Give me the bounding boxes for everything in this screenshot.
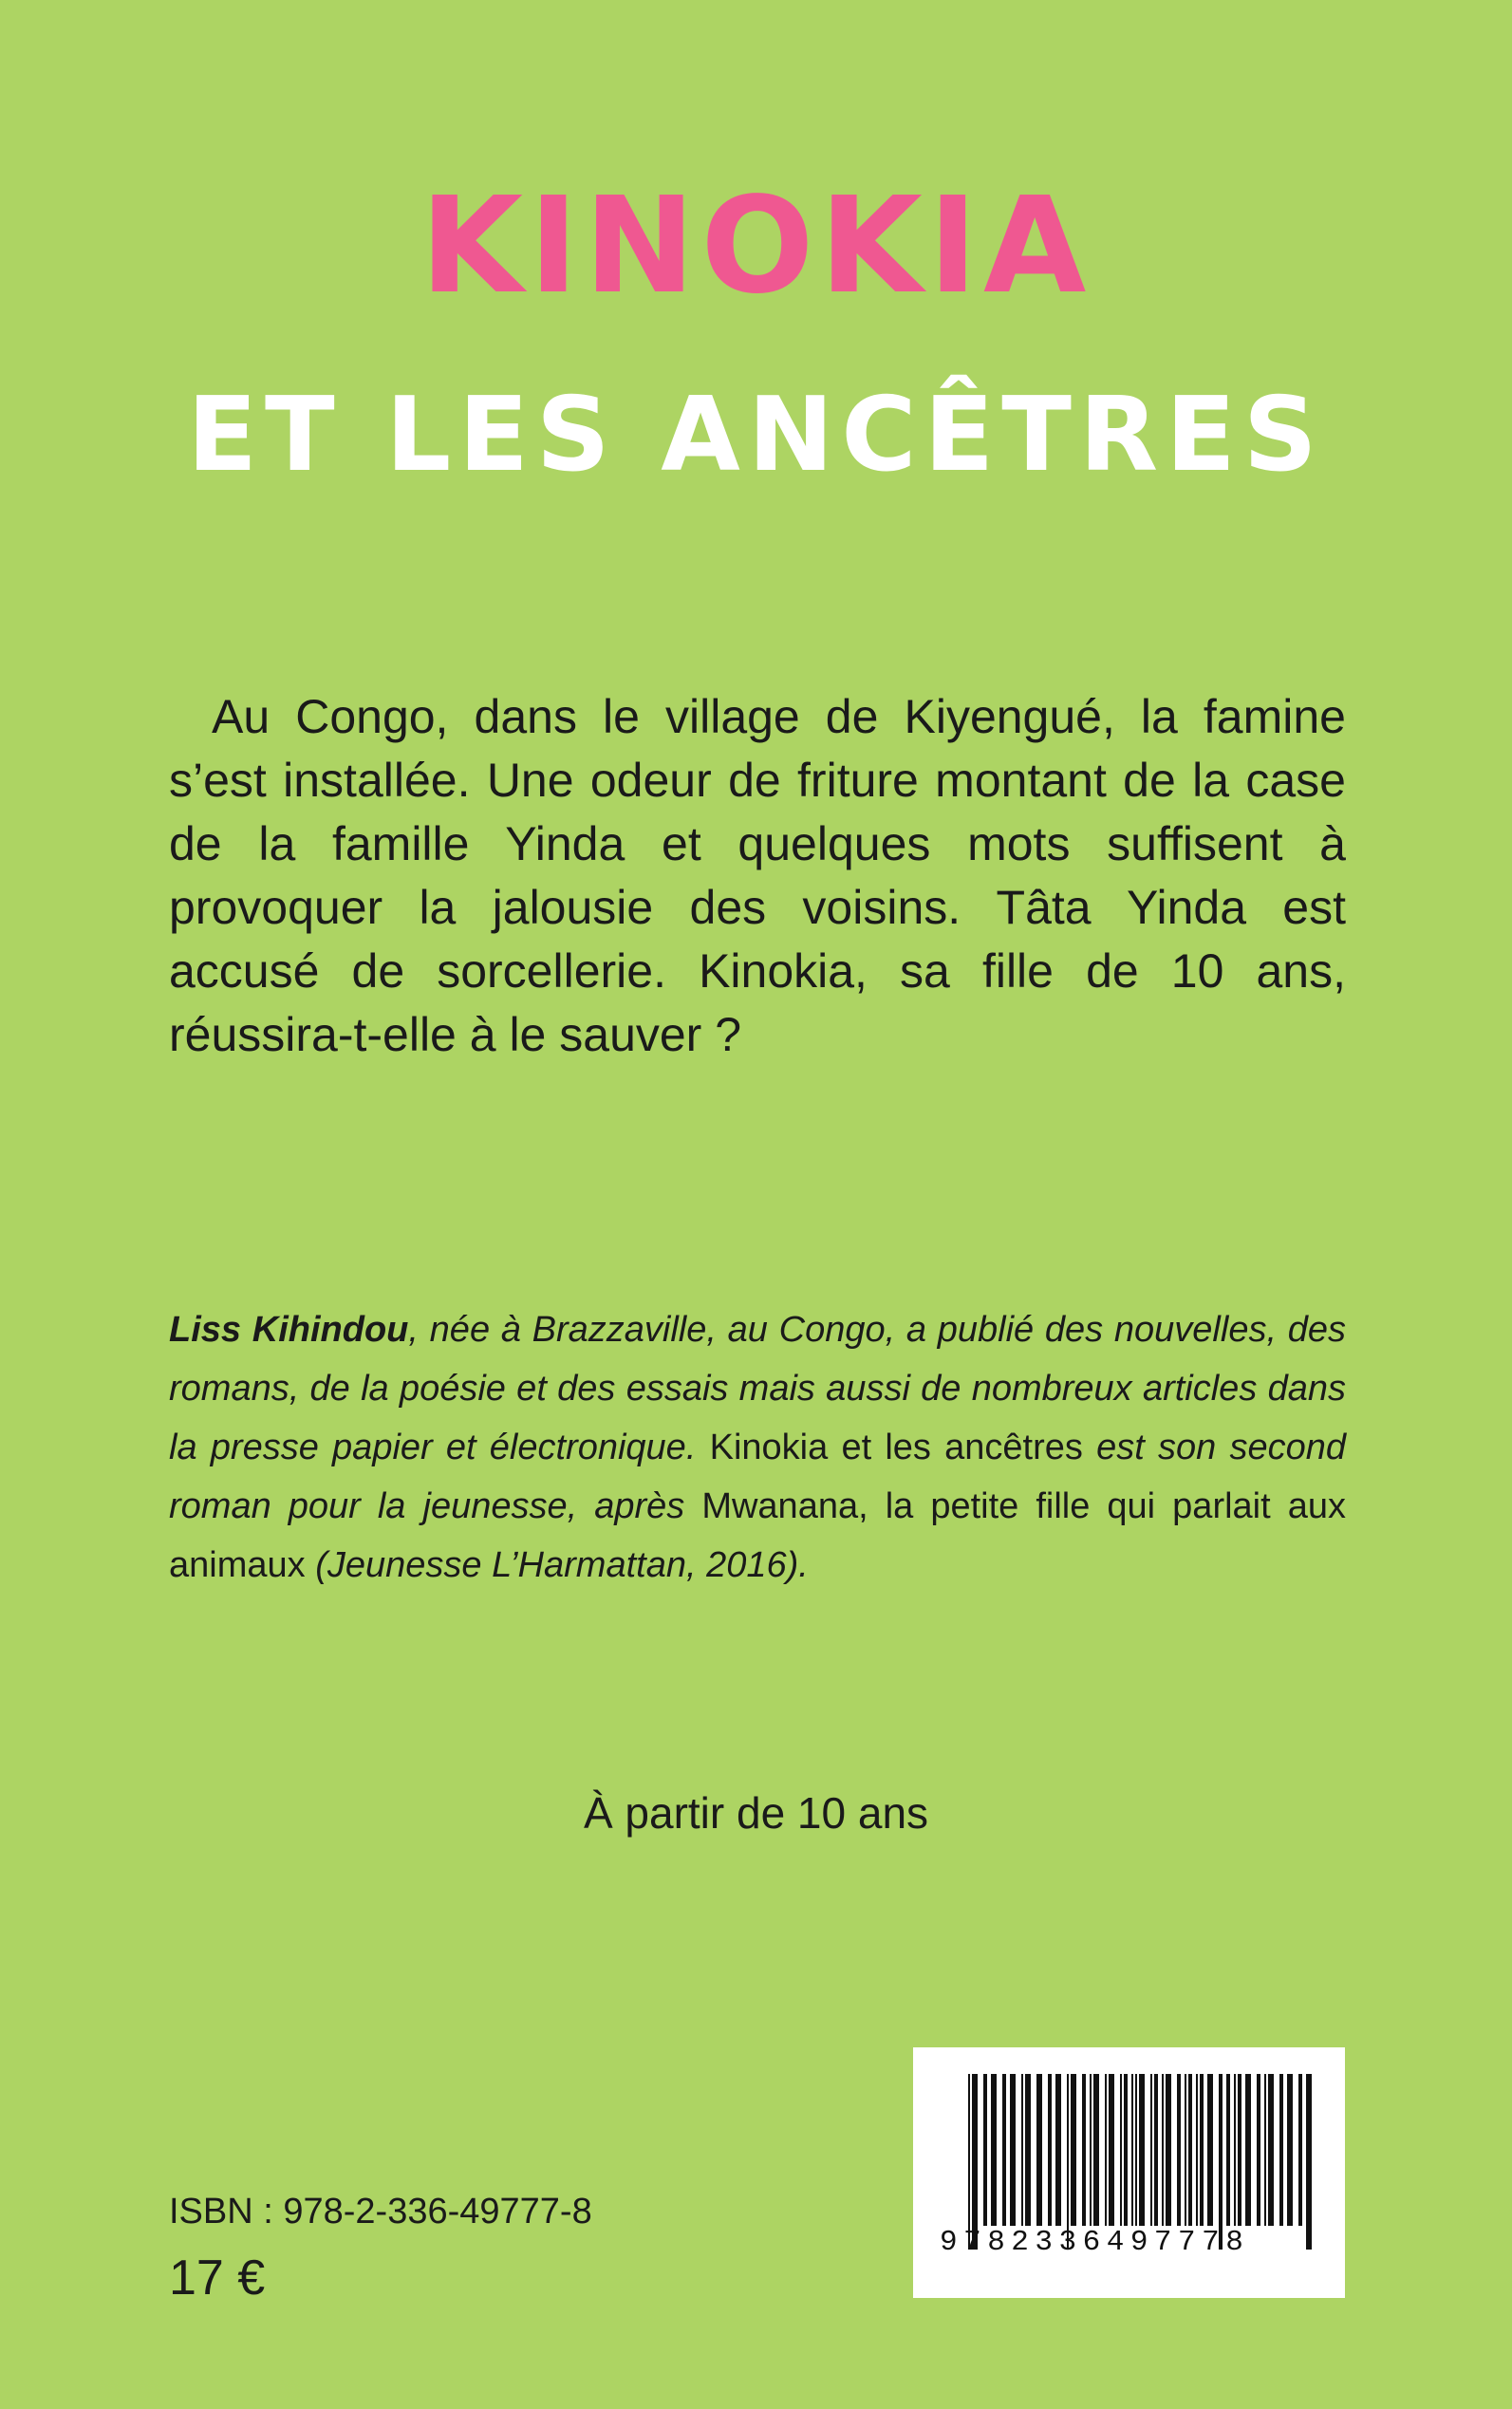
barcode-bar bbox=[1188, 2074, 1192, 2226]
barcode-bar bbox=[1200, 2074, 1204, 2226]
barcode-bar bbox=[1036, 2074, 1042, 2226]
barcode-bar bbox=[1048, 2074, 1052, 2226]
barcode-bar bbox=[1162, 2074, 1164, 2226]
price-label: 17 € bbox=[169, 2250, 266, 2306]
barcode-bar bbox=[1055, 2074, 1061, 2226]
isbn-label: ISBN : 978-2-336-49777-8 bbox=[169, 2192, 592, 2232]
barcode-bar bbox=[1196, 2074, 1198, 2226]
barcode bbox=[913, 2047, 1345, 2298]
barcode-bar bbox=[1238, 2074, 1241, 2226]
barcode-bar bbox=[1268, 2074, 1274, 2226]
barcode-bar bbox=[1131, 2074, 1133, 2226]
barcode-bar bbox=[1105, 2074, 1107, 2226]
barcode-bar bbox=[1082, 2074, 1086, 2226]
barcode-bar bbox=[1120, 2074, 1122, 2226]
barcode-bar bbox=[1135, 2074, 1137, 2226]
author-name: Liss Kihindou bbox=[169, 1310, 409, 1350]
barcode-bars bbox=[913, 2047, 1345, 2298]
bio-part-1: , née à Brazzaville, au Congo, a publié des nouvelles, des romans, de la poésie et des essais mais aussi de nombreux articles dans la presse papier et électronique. bbox=[169, 1310, 1346, 1467]
age-recommendation: À partir de 10 ans bbox=[583, 1788, 929, 1838]
barcode-bar bbox=[1010, 2074, 1016, 2226]
barcode-bar bbox=[1002, 2074, 1006, 2226]
bio-part-2: est son second roman pour la jeunesse, après bbox=[169, 1428, 1346, 1526]
barcode-bar bbox=[968, 2074, 970, 2250]
barcode-bar bbox=[1124, 2074, 1128, 2226]
barcode-bar bbox=[1025, 2074, 1031, 2226]
book-title: KINOKIA bbox=[420, 169, 1092, 324]
barcode-bar bbox=[1067, 2074, 1069, 2250]
barcode-bar bbox=[983, 2074, 987, 2226]
barcode-bar bbox=[1264, 2074, 1266, 2226]
barcode-digits: 9782336497778 bbox=[940, 2226, 1250, 2259]
bio-part-3: (Jeunesse L’Harmattan, 2016). bbox=[305, 1545, 809, 1585]
barcode-bar bbox=[1093, 2074, 1099, 2226]
barcode-bar bbox=[1177, 2074, 1181, 2226]
barcode-bar bbox=[1150, 2074, 1152, 2226]
barcode-bar bbox=[1166, 2074, 1171, 2226]
bio-book-title-2: Mwanana, la petite fille qui parlait aux animaux bbox=[169, 1486, 1346, 1585]
barcode-bar bbox=[1306, 2074, 1312, 2250]
synopsis-text: Au Congo, dans le village de Kiyengué, la famine s’est installée. Une odeur de friture montant de la case de la famille Yinda et quelques mots suffisent à provoquer la jalousie des voisins. Tâta Yinda est accusé de sorcellerie. Kinokia, sa fille de 10 ans, réussira-t-elle à le sauver ? bbox=[169, 690, 1346, 1061]
author-bio bbox=[169, 1300, 1346, 1595]
barcode-bar bbox=[1071, 2074, 1076, 2226]
barcode-bar bbox=[991, 2074, 997, 2226]
barcode-bar bbox=[1219, 2074, 1223, 2250]
barcode-bar bbox=[1139, 2074, 1145, 2226]
barcode-bar bbox=[1207, 2074, 1213, 2226]
barcode-bar bbox=[1090, 2074, 1092, 2226]
barcode-bar bbox=[1279, 2074, 1283, 2226]
barcode-bar bbox=[1185, 2074, 1186, 2226]
barcode-bar bbox=[1226, 2074, 1230, 2226]
barcode-bar bbox=[1287, 2074, 1293, 2226]
barcode-bar bbox=[972, 2074, 978, 2250]
bio-book-title-1: Kinokia et les ancêtres bbox=[696, 1428, 1083, 1467]
barcode-bar bbox=[1234, 2074, 1236, 2226]
barcode-bar bbox=[1109, 2074, 1114, 2226]
book-subtitle: ET LES ANCÊTRES bbox=[187, 376, 1325, 495]
barcode-bar bbox=[1298, 2074, 1302, 2226]
barcode-bar bbox=[1245, 2074, 1251, 2226]
barcode-bar bbox=[1021, 2074, 1023, 2226]
barcode-bar bbox=[1257, 2074, 1260, 2226]
barcode-bar bbox=[1154, 2074, 1158, 2226]
